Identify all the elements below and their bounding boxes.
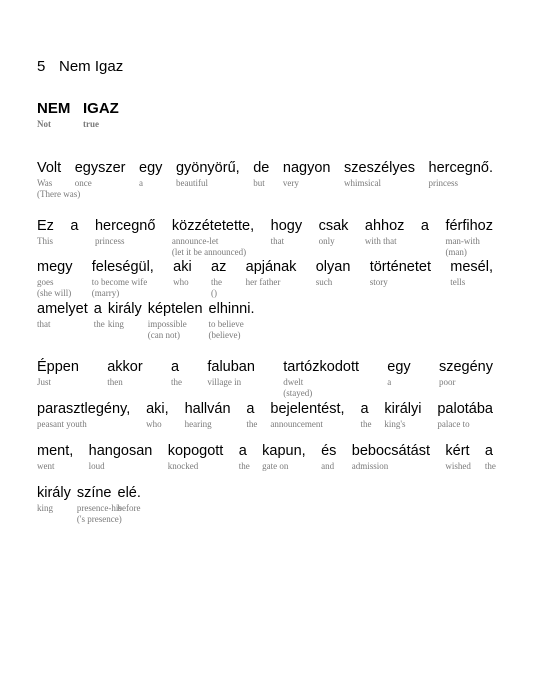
english-gloss: to believe (believe) (208, 319, 244, 340)
hungarian-word: Éppen (37, 359, 79, 375)
english-gloss: palace to (437, 419, 470, 429)
english-gloss: such (315, 277, 333, 287)
english-gloss: Just (37, 377, 52, 387)
word-group (173, 259, 192, 288)
word-group (429, 160, 494, 189)
english-gloss: beautiful (175, 178, 208, 188)
english-gloss: but (253, 178, 265, 188)
word-group (92, 259, 154, 299)
text-line (37, 301, 493, 351)
word-group (360, 401, 371, 430)
word-group (168, 443, 224, 472)
word-group (37, 259, 72, 299)
hungarian-word: király (107, 301, 142, 317)
word-group (437, 401, 493, 430)
hungarian-word: királyi (384, 401, 422, 417)
english-gloss: gate on (262, 461, 289, 471)
english-gloss: story (369, 277, 388, 287)
word-group (246, 401, 257, 430)
english-gloss: a (139, 178, 144, 188)
word-group (185, 401, 231, 430)
hungarian-word: ment, (37, 443, 74, 459)
english-gloss: a (387, 377, 392, 387)
word-group (75, 160, 126, 189)
english-gloss: announce-let (let it be announced) (171, 236, 247, 257)
english-gloss: that (37, 319, 51, 329)
word-group (387, 359, 410, 388)
word-group (37, 359, 79, 388)
hungarian-word: parasztlegény, (37, 401, 131, 417)
word-group (271, 218, 302, 247)
hungarian-word: kapun, (262, 443, 306, 459)
hungarian-word: Volt (37, 160, 62, 176)
english-gloss: then (107, 377, 123, 387)
hungarian-word: megy (37, 259, 73, 275)
english-gloss: the (170, 377, 182, 387)
hungarian-word: akkor (107, 359, 143, 375)
english-gloss: her father (245, 277, 281, 287)
english-gloss: princess (428, 178, 458, 188)
word-group (118, 485, 141, 514)
hungarian-word: hogy (270, 218, 303, 234)
english-gloss: impossible (can not) (147, 319, 187, 340)
word-group (316, 259, 351, 288)
hungarian-word: ahhoz (364, 218, 405, 234)
hungarian-word: olyan (315, 259, 351, 275)
english-gloss: very (282, 178, 299, 188)
english-gloss: Was (There was) (37, 178, 81, 199)
english-gloss: to become wife (marry) (91, 277, 148, 298)
word-group (37, 485, 71, 514)
hungarian-word: király (37, 485, 71, 501)
english-gloss: wished (445, 461, 471, 471)
word-group (253, 160, 269, 189)
hungarian-word: egy (387, 359, 411, 375)
english-gloss: king (107, 319, 124, 329)
hungarian-word: tartózkodott (283, 359, 359, 375)
hungarian-word: de (253, 160, 270, 176)
word-group (171, 359, 182, 388)
hungarian-word: Ez (37, 218, 54, 234)
english-gloss: the () (211, 277, 222, 298)
word-group (370, 259, 431, 288)
word-group (344, 160, 415, 189)
english-gloss: the (238, 461, 250, 471)
word-group (172, 218, 254, 258)
english-gloss: the (93, 319, 105, 329)
chapter-title: Nem Igaz (59, 58, 124, 75)
word-group (485, 443, 496, 472)
hungarian-word: a (170, 359, 180, 375)
word-group (445, 218, 493, 258)
english-gloss: man-with (man) (445, 236, 480, 257)
english-gloss: king's (384, 419, 406, 429)
hungarian-word: egyszer (74, 160, 126, 176)
word-group (239, 443, 250, 472)
word-group (148, 301, 203, 341)
hungarian-word: a (93, 301, 102, 317)
hungarian-word: a (238, 443, 247, 459)
hungarian-word: hercegnő (94, 218, 156, 234)
hungarian-word: a (484, 443, 493, 459)
english-gloss: only (318, 236, 335, 246)
hungarian-word: színe (76, 485, 112, 501)
hungarian-word: a (70, 218, 79, 234)
hungarian-word: nagyon (282, 160, 331, 176)
word-group (319, 218, 349, 247)
english-gloss: village in (207, 377, 242, 387)
hungarian-word: amelyet (37, 301, 88, 317)
english-gloss: once (74, 178, 92, 188)
word-group (246, 259, 297, 288)
english-gloss: loud (88, 461, 105, 471)
hungarian-word: hangosan (88, 443, 153, 459)
english-gloss: whimsical (344, 178, 382, 188)
word-group (37, 443, 73, 472)
word-group (89, 443, 153, 472)
hungarian-word: feleségül, (91, 259, 154, 275)
title-gloss: Not (37, 119, 51, 129)
chapter-number: 5 (37, 58, 46, 75)
word-group (146, 401, 169, 430)
word-group (211, 259, 226, 299)
hungarian-word: kért (445, 443, 470, 459)
english-gloss: princess (94, 236, 125, 246)
english-gloss: with that (364, 236, 397, 246)
word-group (207, 359, 255, 388)
english-gloss: admission (351, 461, 389, 471)
hungarian-word: szegény (438, 359, 493, 375)
word-group (94, 301, 105, 330)
word-group (439, 359, 493, 388)
title-gloss: true (83, 119, 99, 129)
hungarian-word: szeszélyes (344, 160, 415, 176)
english-gloss: peasant youth (37, 419, 87, 429)
english-gloss: went (37, 461, 55, 471)
word-group (139, 160, 162, 189)
chapter-heading (37, 58, 123, 75)
word-group (209, 301, 255, 341)
hungarian-word: történetet (369, 259, 431, 275)
english-gloss: before (117, 503, 141, 513)
word-group (95, 218, 155, 247)
text-line (37, 160, 493, 210)
english-gloss: announcement (270, 419, 323, 429)
hungarian-word: mesél, (450, 259, 493, 275)
word-group (176, 160, 240, 189)
hungarian-word: csak (318, 218, 349, 234)
english-gloss: who (173, 277, 189, 287)
word-group (270, 401, 344, 430)
hungarian-word: a (246, 401, 255, 417)
english-gloss: that (270, 236, 285, 246)
hungarian-word: és (321, 443, 337, 459)
hungarian-word: képtelen (147, 301, 203, 317)
word-group (37, 218, 54, 247)
english-gloss: the (360, 419, 372, 429)
english-gloss: and (321, 461, 335, 471)
english-gloss: hearing (184, 419, 212, 429)
title-word: NEM (37, 100, 71, 117)
word-group (37, 401, 130, 430)
english-gloss: king (37, 503, 54, 513)
hungarian-word: elé. (117, 485, 141, 501)
hungarian-word: a (420, 218, 429, 234)
english-gloss: poor (438, 377, 456, 387)
english-gloss: knocked (167, 461, 199, 471)
text-line (37, 485, 493, 535)
word-group (450, 259, 493, 288)
hungarian-word: elhinni. (208, 301, 255, 317)
word-group (384, 401, 421, 430)
title-word: IGAZ (83, 100, 119, 117)
english-gloss: This (37, 236, 54, 246)
hungarian-word: közzétetette, (171, 218, 255, 234)
hungarian-word: apjának (245, 259, 297, 275)
english-gloss: who (146, 419, 162, 429)
english-gloss: the (246, 419, 258, 429)
hungarian-word: a (360, 401, 369, 417)
word-group (108, 301, 142, 330)
hungarian-word: bebocsátást (351, 443, 430, 459)
hungarian-word: hercegnő. (428, 160, 493, 176)
word-group (283, 359, 359, 399)
word-group (365, 218, 405, 247)
english-gloss: dwelt (stayed) (283, 377, 313, 398)
hungarian-word: faluban (207, 359, 255, 375)
word-group (70, 218, 78, 236)
hungarian-word: az (211, 259, 227, 275)
word-group (262, 443, 306, 472)
hungarian-word: palotába (437, 401, 493, 417)
hungarian-word: kopogott (167, 443, 224, 459)
hungarian-word: aki (173, 259, 192, 275)
hungarian-word: gyönyörű, (175, 160, 240, 176)
word-group (421, 218, 429, 236)
english-gloss: goes (she will) (37, 277, 72, 298)
hungarian-word: bejelentést, (270, 401, 345, 417)
english-gloss: tells (450, 277, 466, 287)
word-group (107, 359, 142, 388)
english-gloss: presence-his ('s presence) (76, 503, 122, 524)
word-group (321, 443, 336, 472)
word-group (283, 160, 331, 189)
word-group (37, 301, 88, 330)
word-group (352, 443, 430, 472)
hungarian-word: aki, (146, 401, 169, 417)
hungarian-word: egy (139, 160, 163, 176)
hungarian-word: hallván (184, 401, 231, 417)
word-group (77, 485, 122, 525)
word-group (445, 443, 471, 472)
english-gloss: the (484, 461, 496, 471)
hungarian-word: férfihoz (445, 218, 493, 234)
